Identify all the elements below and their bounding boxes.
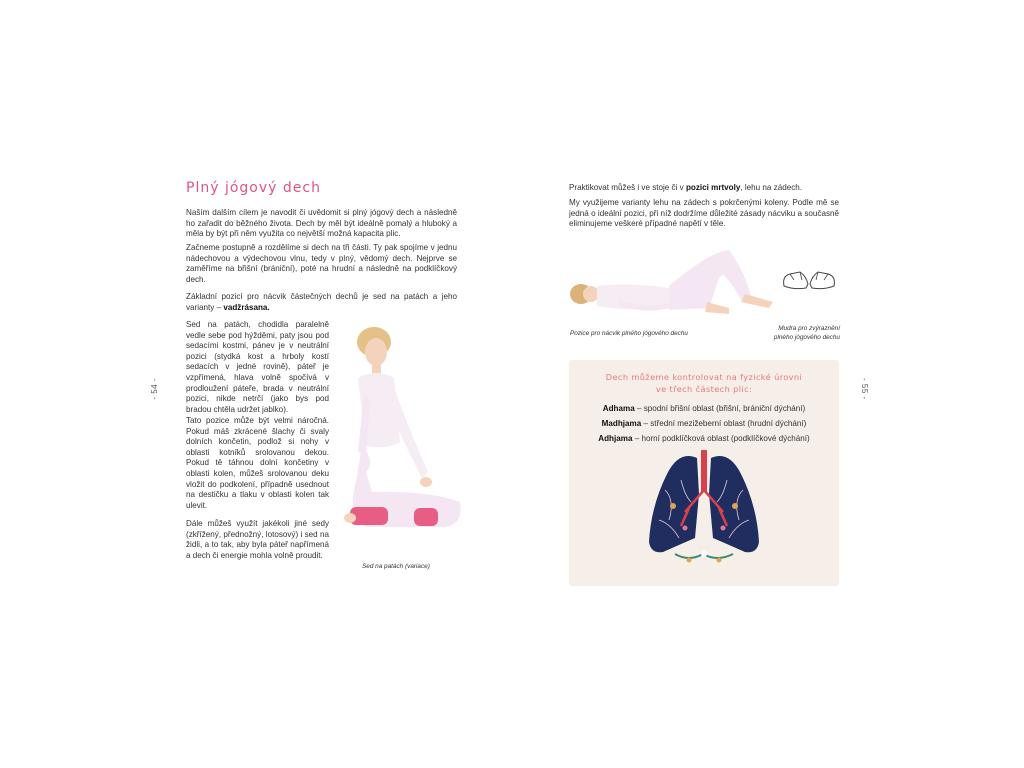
page-number-left: - 54 - xyxy=(150,378,159,400)
desc-adhjama: – horní podklíčková oblast (podklíčkové dýchání) xyxy=(632,434,810,443)
paragraph-other-seats: Dále můžeš využít jakékoli jiné sedy (zkřížený, přednožný, lotosový) i sed na židli, a to tak, aby byla páteř napřímená a dech či energie mohla volně proudit. xyxy=(186,519,329,560)
photo-caption-lying: Pozice pro nácvik plného jógového dechu xyxy=(570,330,688,337)
term-madhjama: Madhjama xyxy=(601,419,642,428)
list-item-adhjama xyxy=(569,434,839,443)
term-adhjama: Adhjama xyxy=(598,434,633,443)
mudra-hands-icon xyxy=(780,266,838,292)
section-title: Plný jógový dech xyxy=(186,180,321,196)
info-box-breath-levels xyxy=(569,360,839,586)
info-box-title-line1: Dech můžeme kontrolovat na fyzické úrovni xyxy=(605,372,803,382)
desc-adhama: – spodní břišní oblast (břišní, brániční dýchání) xyxy=(634,404,806,413)
page-number-right: - 55 - xyxy=(860,378,869,400)
lungs-illustration xyxy=(645,450,763,580)
info-box-title xyxy=(569,371,839,395)
paragraph-sitting-description: Sed na patách, chodidla paralelně vedle sebe pod hýžděmi, paty jsou pod sedacími kostmi, pánev je v neutrální pozici (stydká kost a hrboly kostí sedacích v jedné rovině), páteř je vzpřímená, hlava volně spočívá v prodloužení páteře, brada v neutrální pozici, nikde netrčí (jako bys pod bradou chtěla udržet jablko). xyxy=(186,320,329,414)
term-vadzrasana: vadžrásana. xyxy=(223,302,270,312)
paragraph-corpse-pose-text: Praktikovat můžeš i ve stoje či v xyxy=(569,183,686,192)
photo-caption-kneeling: Sed na patách (variace) xyxy=(362,563,430,570)
paragraph-lying-variant: My využijeme varianty lehu na zádech s pokrčenými koleny. Podle mě se jedná o ideální pozici, při níž dodržíme důležité zásady nácviku a současně eliminujeme veškeré případné napětí v těle. xyxy=(569,198,839,229)
paragraph-steps: Začneme postupně a rozdělíme si dech na tři části. Ty pak spojíme v jednu nádechovou a výdechovou vlnu, tedy v plný, vědomý dech. Nejprve se zaměříme na břišní (brániční), poté na hrudní a následně na podklíčkový dech. xyxy=(186,243,457,284)
photo-lying-woman xyxy=(569,242,779,322)
paragraph-corpse-pose-tail: , lehu na zádech. xyxy=(740,183,803,192)
mudra-caption-line1: Mudra pro zvýraznění xyxy=(778,325,840,332)
info-box-title-line2: ve třech částech plic: xyxy=(655,384,753,394)
term-pozice-mrtvoly: pozici mrtvoly xyxy=(685,183,741,192)
list-item-madhjama xyxy=(569,419,839,428)
term-adhama: Adhama xyxy=(602,404,635,413)
paragraph-difficulty: Tato pozice může být velmi náročná. Pokud máš zkrácené šlachy či svaly dolních končetin, podlož si nohy v oblasti kotníků srolovanou dekou. Pokud tě táhnou dolní končetiny v oblasti kolen, můžeš srolovanou deku vložit do podkolení, případně usednout na destičku a tlaku v oblasti kolen tak ulevit. xyxy=(186,416,329,510)
paragraph-intro: Naším dalším cílem je navodit či uvědomit si plný jógový dech a následně ho zařadit do běžného života. Dech by měl být ideálně pomalý a hluboký a měla by být při něm využita co největší možná kapacita plic. xyxy=(186,208,457,239)
desc-madhjama: – střední mezižeberní oblast (hrudní dýchání) xyxy=(641,419,807,428)
paragraph-base-position-text: Základní pozicí pro nácvik částečných dechů je sed na patách a jeho varianty – xyxy=(186,292,457,312)
paragraph-base-position xyxy=(186,292,457,313)
list-item-adhama xyxy=(569,404,839,413)
paragraph-corpse-pose xyxy=(569,183,839,194)
photo-kneeling-woman xyxy=(336,322,464,562)
mudra-caption-line2: plného jógového dechu xyxy=(773,334,840,341)
